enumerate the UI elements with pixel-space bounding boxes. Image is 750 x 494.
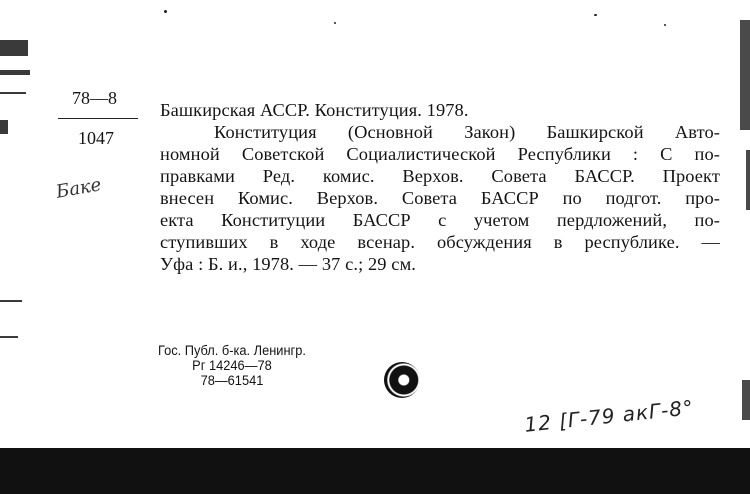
margin-handwriting: Баке [54, 174, 103, 203]
call-number-divider [58, 118, 138, 119]
entry-line: внесен Комис. Верхов. Совета БАССР по подгот. про- [160, 188, 720, 208]
bibliographic-entry [160, 99, 720, 275]
stamp-accession: Рг 14246—78 [192, 358, 272, 373]
library-stamp [158, 343, 306, 388]
scan-left-edge [0, 0, 34, 494]
entry-line: номной Советской Социалистической Республики : С по- [160, 144, 720, 164]
entry-line: Конституция (Основной Закон) Башкирской Авто- [214, 122, 720, 142]
entry-line: екта Конституции БАССР с учетом пердложений, по- [160, 210, 720, 230]
entry-line: правками Ред. комис. Верхов. Совета БАССР. Проект [160, 166, 720, 186]
entry-line: ступивших в ходе всенар. обсуждения в республике. — [160, 232, 720, 252]
call-number-top: 78—8 [72, 88, 117, 108]
entry-heading: Башкирская АССР. Конституция. 1978. [160, 100, 469, 120]
call-number-bottom: 1047 [78, 128, 114, 148]
stamp-library-name: Гос. Публ. б-ка. Ленингр. [158, 343, 306, 358]
entry-line: Уфа : Б. и., 1978. — 37 с.; 29 см. [160, 254, 417, 274]
scan-right-edge [734, 0, 750, 448]
punch-hole [384, 362, 420, 398]
bottom-handwriting: 12 [Г-79 акГ-8° [523, 395, 695, 437]
stamp-number: 78—61541 [200, 373, 264, 388]
scan-bottom-band [0, 448, 750, 494]
